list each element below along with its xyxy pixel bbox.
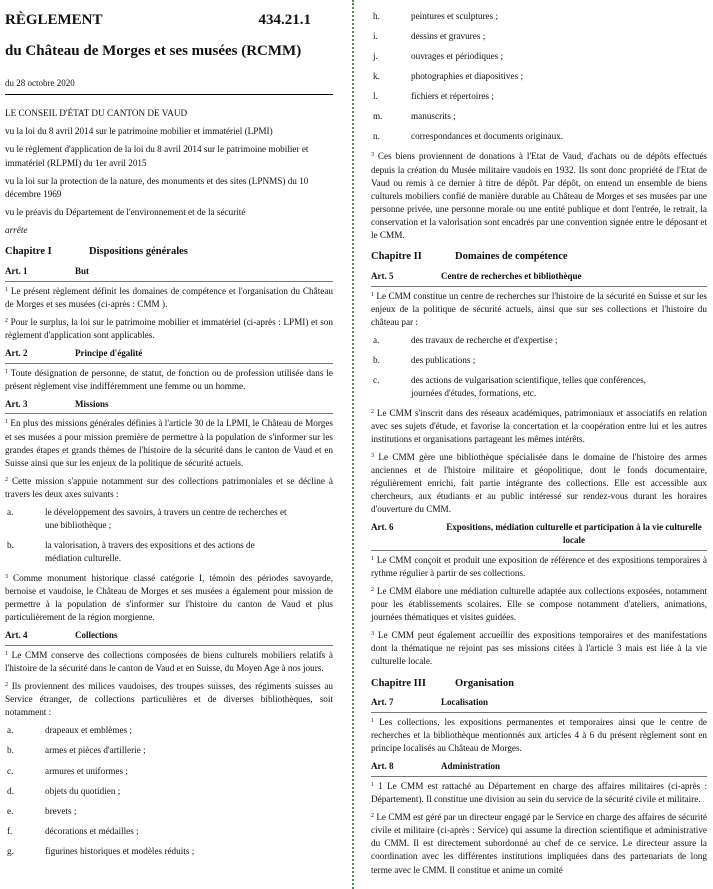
- paragraph-number: 1: [371, 718, 374, 725]
- paragraph-text: Comme monument historique classé catégorie I, témoin des périodes savoyarde, bernoise et vaudoise, le Château de Morges et ses musées a également pour mission de permettre à la population de s'informer sur l'histoire du canton de Vaud et plus particulièrement de la région morgienne.: [5, 573, 333, 623]
- paragraph-number: 3: [5, 574, 8, 581]
- article-number: Art. 8: [371, 761, 394, 772]
- article-heading: [5, 398, 333, 415]
- paragraph: [5, 649, 333, 675]
- paragraph-number: 1: [5, 419, 8, 426]
- chapter-number: Chapitre III: [371, 677, 426, 689]
- paragraph: [371, 629, 707, 668]
- left-column: [5, 0, 333, 865]
- paragraph: [5, 417, 333, 469]
- council-heading: LE CONSEIL D'ÉTAT DU CANTON DE VAUD: [5, 108, 188, 119]
- paragraph: [371, 407, 707, 446]
- article-number: Art. 7: [371, 697, 394, 708]
- paragraph-text: Les collections, les expositions permanentes et temporaires ainsi que le centre de recherches et la bibliothèque mentionnés aux articles 4 à 6 du présent règlement sont en principe localisés au Château de Morges.: [371, 717, 707, 754]
- paragraph-text: Le CMM peut également accueillir des expositions temporaires et des manifestations dont la thématique ne rejoint pas ses missions citées à l'article 3 mais est liée à la vie culturelle locale.: [371, 630, 707, 667]
- chapter-heading: [371, 677, 707, 692]
- chapter-heading: [371, 250, 707, 265]
- article-title: Localisation: [441, 697, 489, 708]
- list-item: e. brevets ;: [7, 805, 77, 816]
- article-number: Art. 6: [371, 522, 394, 533]
- paragraph: [371, 811, 707, 876]
- enumerated-list: [371, 10, 707, 143]
- paragraph-text: Le CMM gère une bibliothèque spécialisée dans le domaine de l'histoire des armes anciennes et de l'histoire militaire et géopolitique, dont le fonds documentaire, régulièrement enrichi, fait partie intégrante des collections. Elle est accessible aux chercheurs, aux étudiants et au public intéressé sur rendez-vous durant les horaires d'ouverture du CMM.: [371, 452, 707, 515]
- paragraph: [371, 290, 707, 329]
- list-item: n. correspondances et documents originaux.: [373, 131, 564, 142]
- article-heading: [5, 629, 333, 646]
- paragraph-number: 2: [5, 476, 8, 483]
- paragraph: [5, 285, 333, 311]
- paragraph: [5, 367, 333, 393]
- chapter-title: Dispositions générales: [89, 245, 188, 257]
- list-item: b. la valorisation, à travers des expositions et des actions de médiation culturelle.: [7, 539, 255, 563]
- paragraph-text: Cette mission s'appuie notamment sur des collections patrimoniales et se décline à travers les deux axes suivants :: [5, 475, 333, 499]
- article-heading: [5, 265, 333, 282]
- vu-line: vu le préavis du Département de l'environnement et de la sécurité: [5, 206, 246, 217]
- paragraph-text: Le CMM est géré par un directeur engagé par le Service en charge des affaires de sécurité civile et militaire (ci-après : Service) qui assume la direction scientifique et administrative du CMM. Il est directement subordonné au chef de ce service. Le directeur assure la coordination avec les différentes institutions impliquées dans des partenariats de long terme avec le CMM. Il constitue et anime un comité: [371, 812, 707, 875]
- paragraph: [371, 716, 707, 755]
- article-number: Art. 2: [5, 347, 28, 358]
- article-title: But: [75, 265, 90, 276]
- paragraph-text: Ces biens proviennent de donations à l'Etat de Vaud, d'achats ou de dépôts effectués depuis la création du Musée militaire vaudois en 1932. Ils sont donc propriété de l'Etat de Vaud ou remis à ce dernier à titre de dépôt. Par dépôt, on entend un ensemble de biens culturels mobiliers confié de manière durable au Château de Morges et ses musées par une personne privée, une personne morale ou une entité publique et dont l'entrée, le retrait, la conservation et la valorisation sont encadrés par une convention signée entre le déposant et le CMM.: [371, 151, 707, 240]
- paragraph-text: Le présent règlement définit les domaines de compétence et l'organisation du Château de Morges et ses musées (ci-après : CMM ).: [5, 285, 333, 309]
- article-number: Art. 4: [5, 630, 28, 641]
- list-item: a. le développement des savoirs, à travers un centre de recherches et une bibliothèque ;: [7, 506, 287, 530]
- paragraph-number: 3: [371, 152, 374, 159]
- chapter-number: Chapitre I: [5, 245, 52, 257]
- document-subtitle: du Château de Morges et ses musées (RCMM): [5, 43, 302, 60]
- paragraph-text: Le CMM constitue un centre de recherches sur l'histoire de la sécurité en Suisse et sur les enjeux de la politique de sécurité actuels, ainsi que sur ses collections et l'histoire du château par :: [371, 290, 707, 327]
- paragraph-number: 1: [371, 556, 374, 563]
- list-item: c. des actions de vulgarisation scientifique, telles que conférences, journées d'études, formations, etc.: [373, 374, 646, 398]
- paragraph: [5, 316, 333, 342]
- list-item: g. figurines historiques et modèles réduits ;: [7, 845, 195, 856]
- paragraph-text: Le CMM élabore une médiation culturelle adaptée aux collections exposées, notamment pour les établissements scolaires. Elle se compose notamment d'ateliers, animations, journées thématiques et visites guidées.: [371, 586, 707, 623]
- header-rule: [5, 94, 333, 95]
- chapter-title: Organisation: [455, 677, 514, 689]
- arrete-text: arrête: [5, 224, 28, 235]
- document-date: du 28 octobre 2020: [5, 77, 75, 88]
- vu-line: vu le règlement d'application de la loi du 8 avril 2014 sur le patrimoine mobilier et immatériel (RLPMI) du 1er avril 2015: [5, 144, 309, 168]
- paragraph: [5, 680, 333, 719]
- list-item: c. armures et uniformes ;: [7, 765, 128, 776]
- article-title: Expositions, médiation culturelle et participation à la vie culturelle locale: [446, 522, 702, 546]
- article-number: Art. 5: [371, 270, 394, 281]
- paragraph-number: 1: [5, 368, 8, 375]
- paragraph-number: 2: [371, 587, 374, 594]
- right-column: [371, 0, 707, 882]
- article-heading: [371, 521, 707, 551]
- article-heading: [371, 696, 707, 713]
- list-item: a. des travaux de recherche et d'expertise ;: [373, 334, 558, 345]
- paragraph-number: 3: [371, 631, 374, 638]
- vu-line: vu la loi du 8 avril 2014 sur le patrimoine mobilier et immatériel (LPMI): [5, 126, 273, 137]
- paragraph-number: 1: [5, 651, 8, 658]
- header-row: [5, 0, 333, 31]
- list-item: a. drapeaux et emblèmes ;: [7, 725, 132, 736]
- document-code: 434.21.1: [258, 12, 311, 28]
- paragraph: [371, 554, 707, 580]
- paragraph-number: 2: [5, 317, 8, 324]
- list-item: d. objets du quotidien ;: [7, 785, 121, 796]
- paragraph-number: 1: [371, 782, 374, 789]
- chapter-number: Chapitre II: [371, 250, 422, 262]
- paragraph-text: Pour le surplus, la loi sur le patrimoine mobilier et immatériel (ci-après : LPMI) et son règlement d'application sont applicables.: [5, 316, 333, 340]
- paragraph-number: 1: [371, 291, 374, 298]
- paragraph-number: 2: [371, 408, 374, 415]
- chapter-heading: [5, 245, 333, 260]
- enumerated-list: [5, 724, 333, 857]
- paragraph-text: Le CMM s'inscrit dans des réseaux académiques, patrimoniaux et associatifs en relation avec ses sujets d'étude, et favorise la concertation et la coopération entre lui et les autres institutions et organisations partageant les mêmes intérêts.: [371, 407, 707, 445]
- list-item: l. fichiers et répertoires ;: [373, 91, 494, 102]
- paragraph: [5, 475, 333, 501]
- paragraph-text: Toute désignation de personne, de statut, de fonction ou de profession utilisée dans le présent règlement vise indifféremment une femme ou un homme.: [5, 367, 333, 391]
- list-item: m. manuscrits ;: [373, 111, 456, 122]
- article-title: Principe d'égalité: [75, 347, 143, 358]
- article-heading: [5, 347, 333, 364]
- vu-line: vu la loi sur la protection de la nature, des monuments et des sites (LPNMS) du 10 décembre 1969: [5, 175, 309, 199]
- article-number: Art. 1: [5, 265, 28, 276]
- paragraph-text: 1 Le CMM est rattaché au Département en charge des affaires militaires (ci-après : Département). Il constitue une division au sein du service de la sécurité civile et militaire.: [371, 781, 707, 805]
- article-title: Collections: [75, 630, 118, 641]
- list-item: b. armes et pièces d'artillerie ;: [7, 745, 146, 756]
- article-title: Centre de recherches et bibliothèque: [441, 270, 582, 281]
- paragraph-text: Ils proviennent des milices vaudoises, des troupes suisses, des régiments suisses au Service étranger, de collections particulières et de diverses bibliothèques, soit notamment :: [5, 681, 333, 718]
- chapter-title: Domaines de compétence: [455, 250, 568, 262]
- list-item: i. dessins et gravures ;: [373, 31, 486, 42]
- paragraph: [371, 451, 707, 516]
- paragraph-number: 3: [371, 453, 374, 460]
- paragraph: [5, 572, 333, 624]
- article-heading: [371, 760, 707, 777]
- column-divider: [352, 0, 354, 889]
- enumerated-list: [5, 506, 333, 565]
- article-heading: [371, 270, 707, 287]
- paragraph-text: En plus des missions générales définies à l'article 30 de la LPMI, le Château de Morges et ses musées a pour mission première de permettre à la population de s'informer sur les grandes étapes et grands thèmes de l'histoire de la sécurité dans le canton de Vaud et en Suisse ainsi que sur les enjeux de la politique de sécurité actuels.: [5, 418, 333, 468]
- paragraph: [371, 780, 707, 806]
- list-item: f. décorations et médailles ;: [7, 825, 139, 836]
- paragraph-number: 2: [5, 682, 8, 689]
- paragraph-text: Le CMM conçoit et produit une exposition de référence et des expositions temporaires à rythme régulier à partir de ses collections.: [371, 555, 707, 579]
- article-title: Administration: [441, 761, 501, 772]
- paragraph: [371, 150, 707, 241]
- paragraph: [371, 585, 707, 624]
- list-item: k. photographies et diapositives ;: [373, 71, 524, 82]
- article-number: Art. 3: [5, 398, 28, 409]
- paragraph-number: 2: [371, 813, 374, 820]
- enumerated-list: [371, 334, 707, 400]
- article-title: Missions: [75, 398, 109, 409]
- paragraph-number: 1: [5, 286, 8, 293]
- paragraph-text: Le CMM conserve des collections composées de biens culturels mobiliers relatifs à l'histoire de la sécurité dans le canton de Vaud et en Suisse, du Moyen Age à nos jours.: [5, 650, 333, 674]
- document-title: RÈGLEMENT: [5, 12, 103, 28]
- list-item: b. des publications ;: [373, 354, 476, 365]
- list-item: h. peintures et sculptures ;: [373, 11, 499, 21]
- list-item: j. ouvrages et périodiques ;: [373, 51, 504, 62]
